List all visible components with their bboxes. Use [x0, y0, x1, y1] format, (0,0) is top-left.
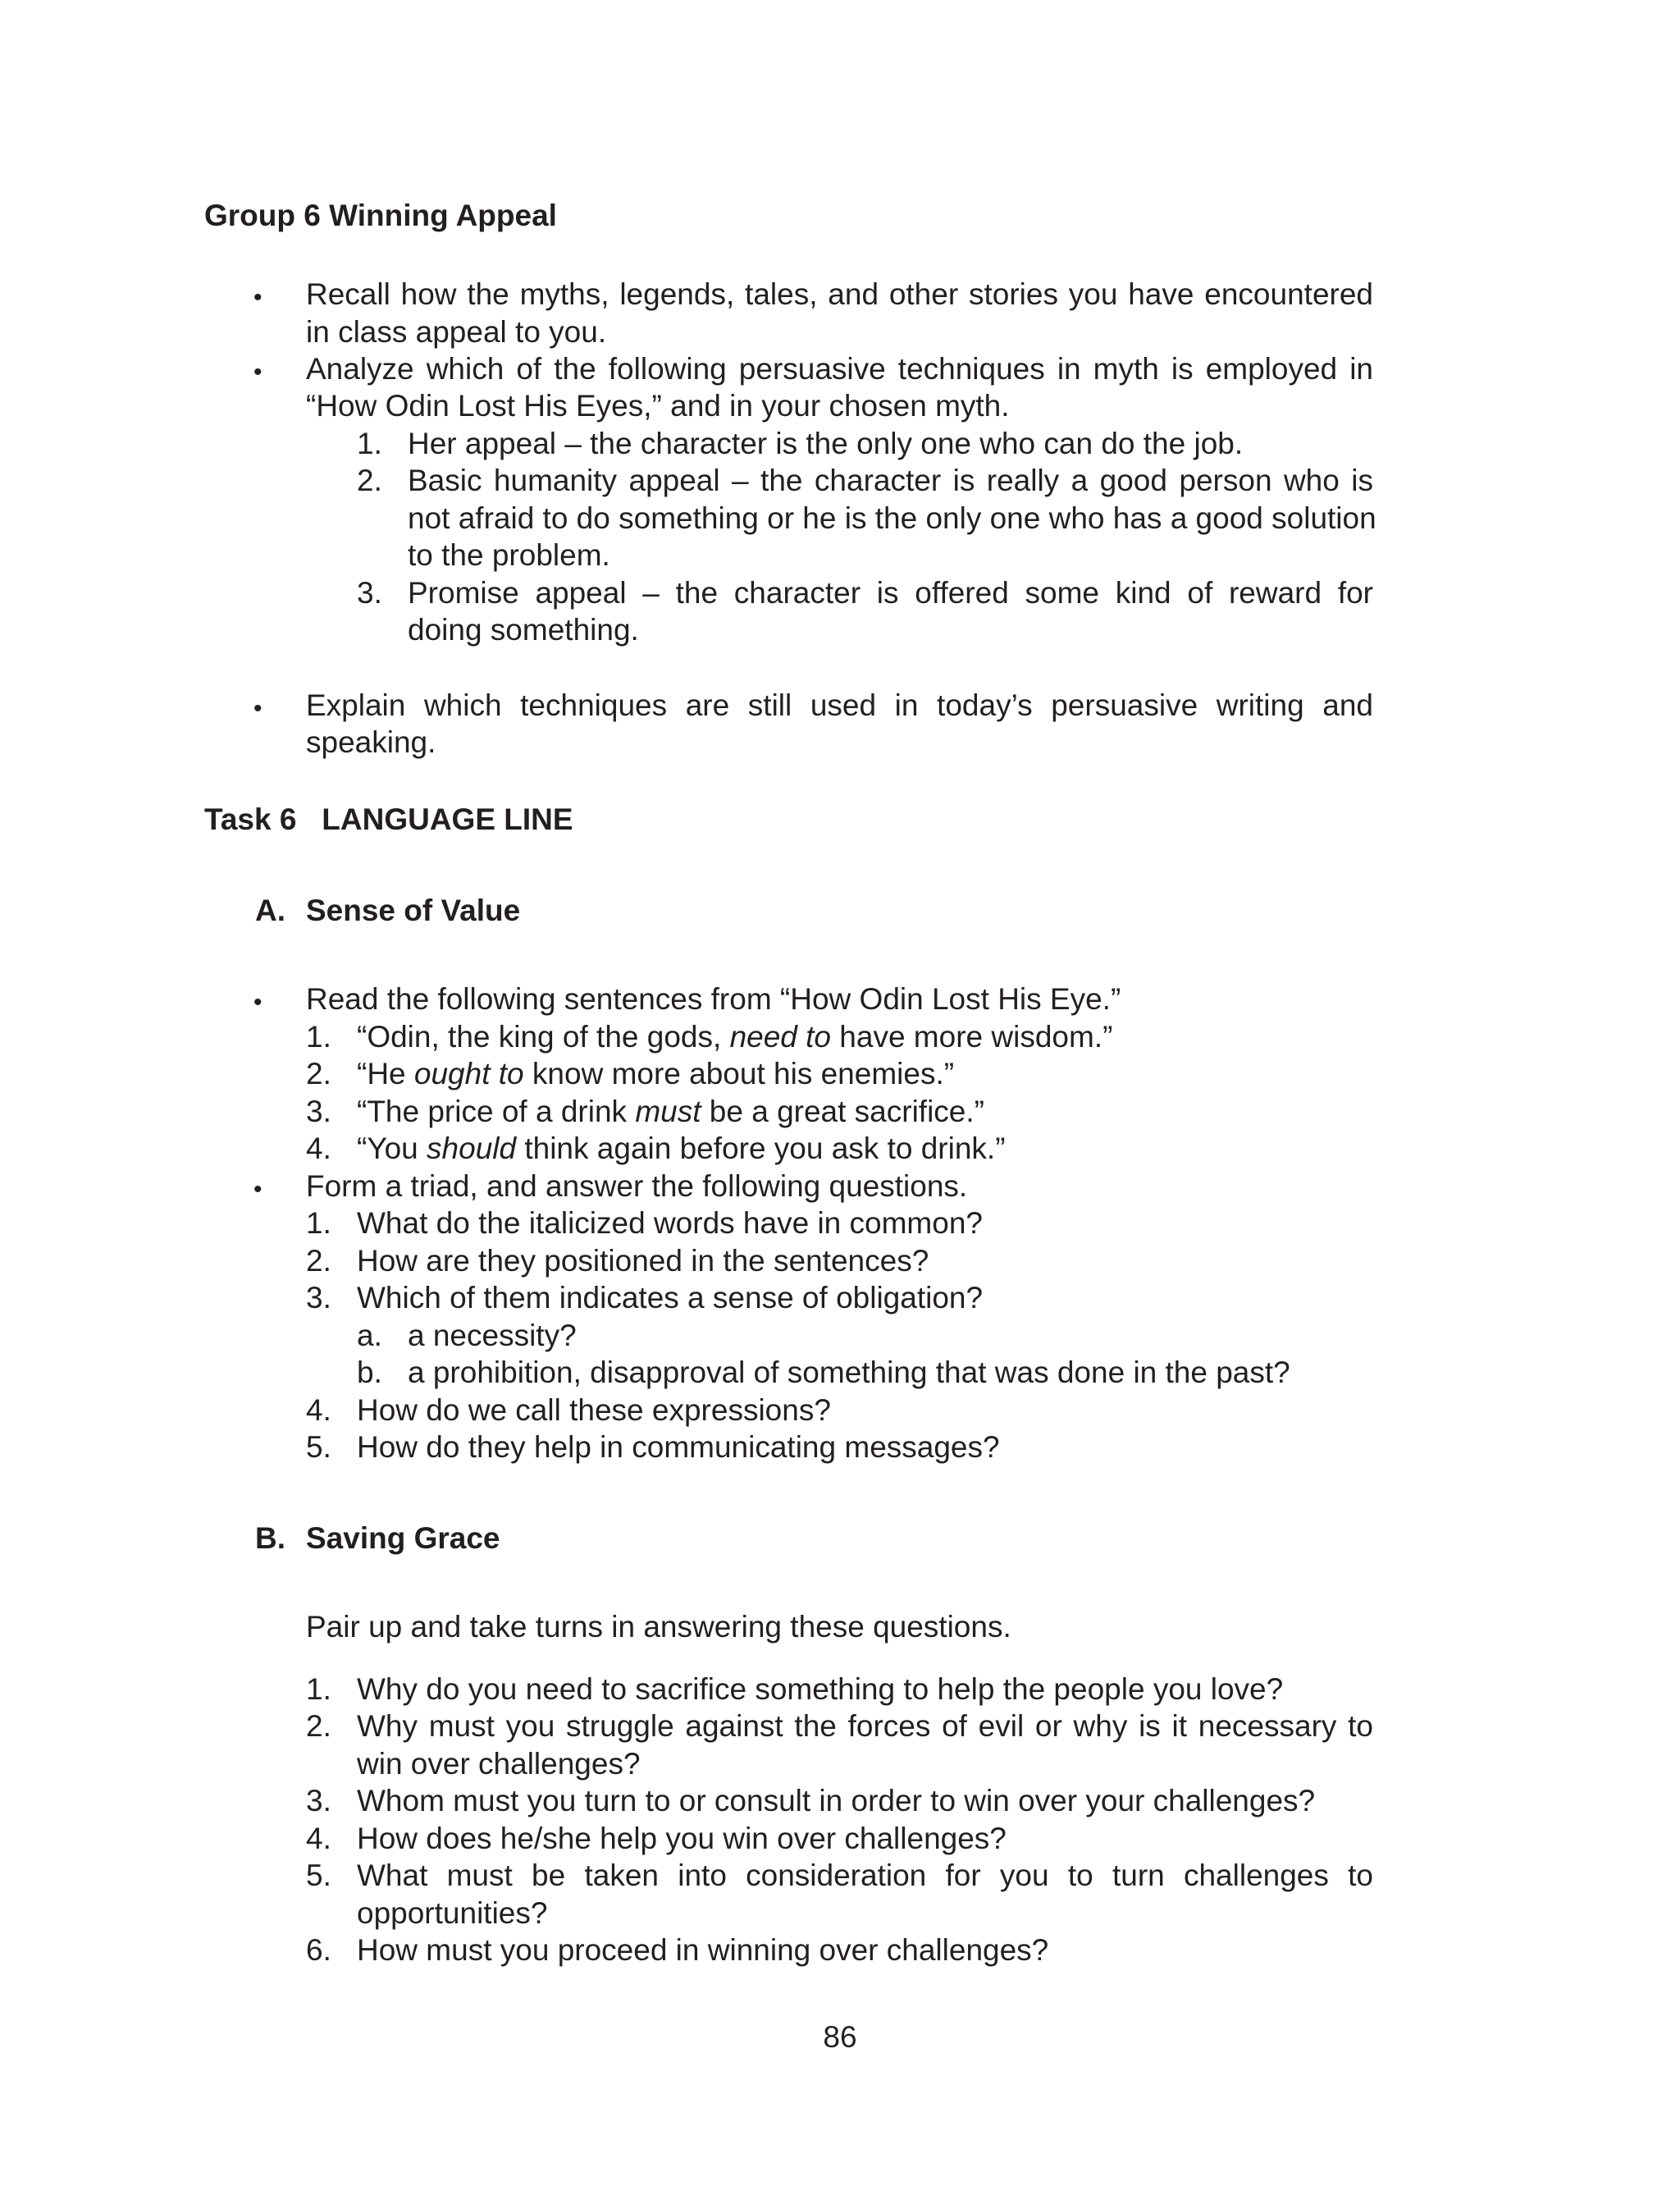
modal-word: ought to: [413, 1057, 524, 1090]
technique-number: 3.: [357, 576, 382, 610]
sentence-3: [357, 1093, 984, 1131]
bullet2-line2: “How Odin Lost His Eyes,” and in your chosen myth.: [306, 389, 1010, 423]
sentence-4: [357, 1130, 1006, 1168]
section-a-bullet1: Read the following sentences from “How Odin Lost His Eye.”: [306, 982, 1121, 1016]
bullet3-line1: Explain which techniques are still used in today’s persuasive writing and: [306, 688, 1373, 722]
question-number: 4.: [306, 1822, 331, 1855]
bullet1-line2: in class appeal to you.: [306, 315, 607, 349]
section-b-intro: Pair up and take turns in answering these questions.: [306, 1610, 1011, 1644]
modal-word: need to: [729, 1020, 832, 1054]
bullet-marker: •: [253, 1176, 262, 1203]
sentence-2: [357, 1055, 954, 1093]
technique-2-line1: Basic humanity appeal – the character is really a good person who is: [408, 464, 1373, 497]
question-number: 3.: [306, 1784, 331, 1817]
question-text: win over challenges?: [357, 1747, 641, 1781]
technique-3-line2: doing something.: [408, 613, 639, 647]
question-text: How must you proceed in winning over challenges?: [357, 1933, 1049, 1967]
bullet2-line1: Analyze which of the following persuasive techniques in myth is employed in: [306, 352, 1373, 386]
question-number: 6.: [306, 1933, 331, 1967]
question-number: 5.: [306, 1859, 331, 1892]
bullet3-line2: speaking.: [306, 725, 436, 759]
sentence-number: 2.: [306, 1057, 331, 1090]
technique-2-line3: to the problem.: [408, 538, 610, 572]
sentence-text: “Odin, the king of the gods,: [357, 1020, 730, 1054]
section-b-letter: B.: [255, 1521, 285, 1555]
section-a-title: Sense of Value: [306, 894, 521, 927]
bullet-marker: •: [253, 284, 262, 311]
question-text: opportunities?: [357, 1896, 548, 1930]
sentence-text: “The price of a drink: [357, 1095, 636, 1128]
question-text: What do the italicized words have in common?: [357, 1206, 983, 1240]
bullet1-line1: Recall how the myths, legends, tales, and other stories you have encountered: [306, 277, 1373, 311]
question-number: 5.: [306, 1430, 331, 1464]
question-text: Why must you struggle against the forces of evil or why is it necessary to: [357, 1709, 1373, 1743]
subquestion-text: a necessity?: [408, 1319, 577, 1352]
sentence-text: “You: [357, 1132, 427, 1165]
technique-2-line2: not afraid to do something or he is the only one who has a good solution: [408, 501, 1376, 535]
question-text: Why do you need to sacrifice something to help the people you love?: [357, 1672, 1284, 1706]
sentence-text: be a great sacrifice.”: [701, 1095, 984, 1128]
modal-word: must: [635, 1095, 701, 1128]
question-text: How do we call these expressions?: [357, 1393, 831, 1427]
section-b-title: Saving Grace: [306, 1521, 500, 1555]
question-number: 2.: [306, 1709, 331, 1743]
question-number: 4.: [306, 1393, 331, 1427]
section-a-letter: A.: [255, 894, 285, 927]
technique-number: 2.: [357, 464, 382, 497]
question-number: 1.: [306, 1672, 331, 1706]
question-number: 2.: [306, 1244, 331, 1278]
question-text: How does he/she help you win over challenges?: [357, 1822, 1007, 1855]
technique-number: 1.: [357, 427, 382, 460]
subquestion-text: a prohibition, disapproval of something that was done in the past?: [408, 1356, 1290, 1389]
question-number: 1.: [306, 1206, 331, 1240]
sentence-number: 4.: [306, 1132, 331, 1165]
task6-heading: Task 6 LANGUAGE LINE: [204, 802, 573, 836]
question-text: How do they help in communicating messages?: [357, 1430, 1000, 1464]
sentence-text: “He: [357, 1057, 414, 1090]
section-a-bullet2: Form a triad, and answer the following questions.: [306, 1169, 968, 1203]
technique-1-line1: Her appeal – the character is the only one who can do the job.: [408, 427, 1244, 460]
question-text: Whom must you turn to or consult in order to win over your challenges?: [357, 1784, 1316, 1817]
modal-word: should: [427, 1132, 517, 1165]
question-text: How are they positioned in the sentences?: [357, 1244, 929, 1278]
sentence-number: 1.: [306, 1020, 331, 1054]
group6-heading: Group 6 Winning Appeal: [204, 199, 557, 232]
bullet-marker: •: [253, 695, 262, 722]
subquestion-letter: b.: [357, 1356, 382, 1389]
page-number: 86: [823, 2020, 857, 2054]
question-text: What must be taken into consideration for you to turn challenges to: [357, 1859, 1373, 1892]
question-text: Which of them indicates a sense of obligation?: [357, 1281, 984, 1314]
question-number: 3.: [306, 1281, 331, 1314]
sentence-text: know more about his enemies.”: [523, 1057, 955, 1090]
bullet-marker: •: [253, 989, 262, 1016]
subquestion-letter: a.: [357, 1319, 382, 1352]
sentence-text: think again before you ask to drink.”: [516, 1132, 1006, 1165]
sentence-1: [357, 1018, 1112, 1056]
sentence-text: have more wisdom.”: [831, 1020, 1113, 1054]
sentence-number: 3.: [306, 1095, 331, 1128]
technique-3-line1: Promise appeal – the character is offered some kind of reward for: [408, 576, 1373, 610]
bullet-marker: •: [253, 359, 262, 386]
